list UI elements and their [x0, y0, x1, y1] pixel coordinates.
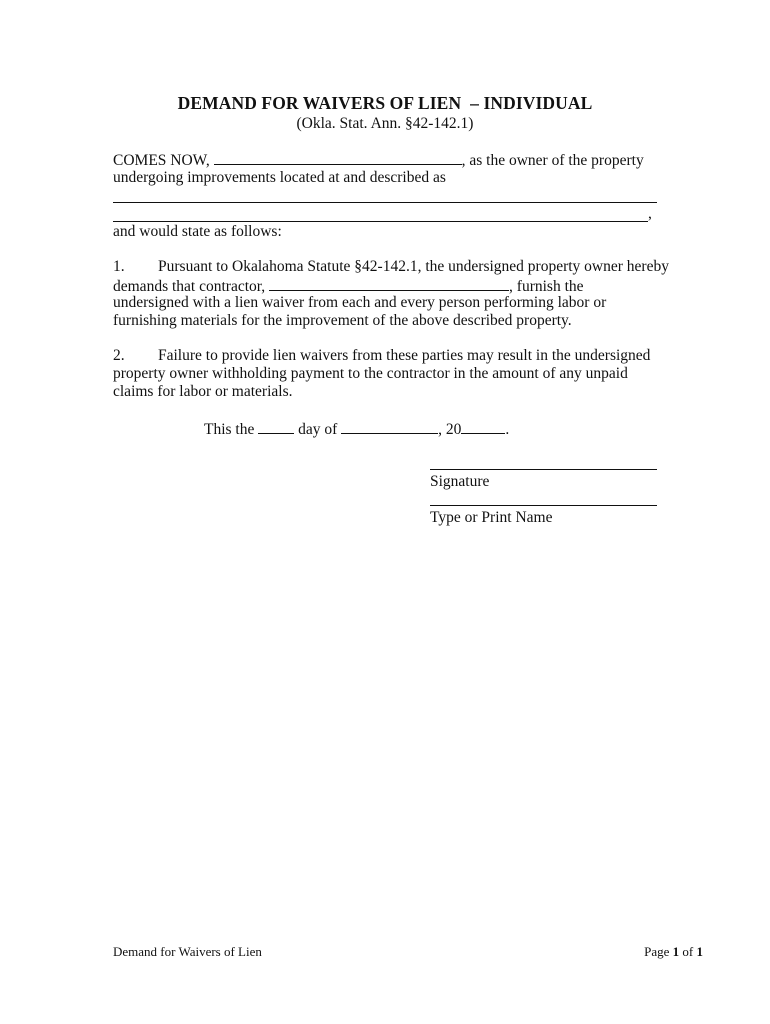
- comes-now-prefix: COMES NOW,: [113, 152, 214, 169]
- para1-line1: Pursuant to Okalahoma Statute §42-142.1, the undersigned property owner hereby: [158, 258, 669, 275]
- comes-now-line: [113, 150, 644, 170]
- para1-line2-prefix: demands that contractor,: [113, 278, 270, 295]
- document-title: DEMAND FOR WAIVERS OF LIEN – INDIVIDUAL: [177, 93, 593, 113]
- page-of: of: [679, 944, 697, 959]
- description-comma: ,: [648, 205, 652, 222]
- contractor-name-blank[interactable]: [269, 276, 509, 291]
- month-blank[interactable]: [341, 419, 438, 434]
- date-day-of: day of: [294, 421, 342, 438]
- page-total: 1: [696, 944, 703, 959]
- print-name-label: Type or Print Name: [430, 509, 553, 526]
- signature-label: Signature: [430, 473, 490, 490]
- para2-line1: Failure to provide lien waivers from these parties may result in the undersigned: [158, 347, 651, 364]
- comes-now-suffix: , as the owner of the property: [461, 152, 644, 169]
- date-line: [204, 419, 509, 439]
- statute-citation: (Okla. Stat. Ann. §42-142.1): [296, 115, 474, 132]
- date-period: .: [505, 421, 510, 438]
- page-current: 1: [672, 944, 680, 959]
- property-description-blank-1[interactable]: [113, 202, 657, 203]
- date-year-prefix: , 20: [438, 421, 462, 438]
- page-number: [620, 944, 703, 960]
- para2-number: 2.: [113, 347, 125, 364]
- para1-number: 1.: [113, 258, 125, 275]
- property-description-blank-2[interactable]: [113, 221, 648, 222]
- para2-line3: claims for labor or materials.: [113, 383, 293, 400]
- para1-line4: furnishing materials for the improvement of the above described property.: [113, 312, 572, 329]
- para1-line2: [113, 276, 584, 296]
- owner-name-blank[interactable]: [214, 150, 462, 165]
- page-prefix: Page: [644, 944, 673, 959]
- print-name-line[interactable]: [430, 505, 657, 506]
- date-this-the: This the: [204, 421, 259, 438]
- signature-line[interactable]: [430, 469, 657, 470]
- footer-title: Demand for Waivers of Lien: [113, 944, 262, 959]
- undergoing-line: undergoing improvements located at and described as: [113, 169, 446, 186]
- state-as-follows: and would state as follows:: [113, 223, 282, 240]
- para1-line2-suffix: , furnish the: [509, 278, 584, 295]
- para1-line3: undersigned with a lien waiver from each and every person performing labor or: [113, 294, 607, 311]
- day-blank[interactable]: [258, 419, 294, 434]
- para2-line2: property owner withholding payment to the contractor in the amount of any unpaid: [113, 365, 628, 382]
- year-blank[interactable]: [461, 419, 505, 434]
